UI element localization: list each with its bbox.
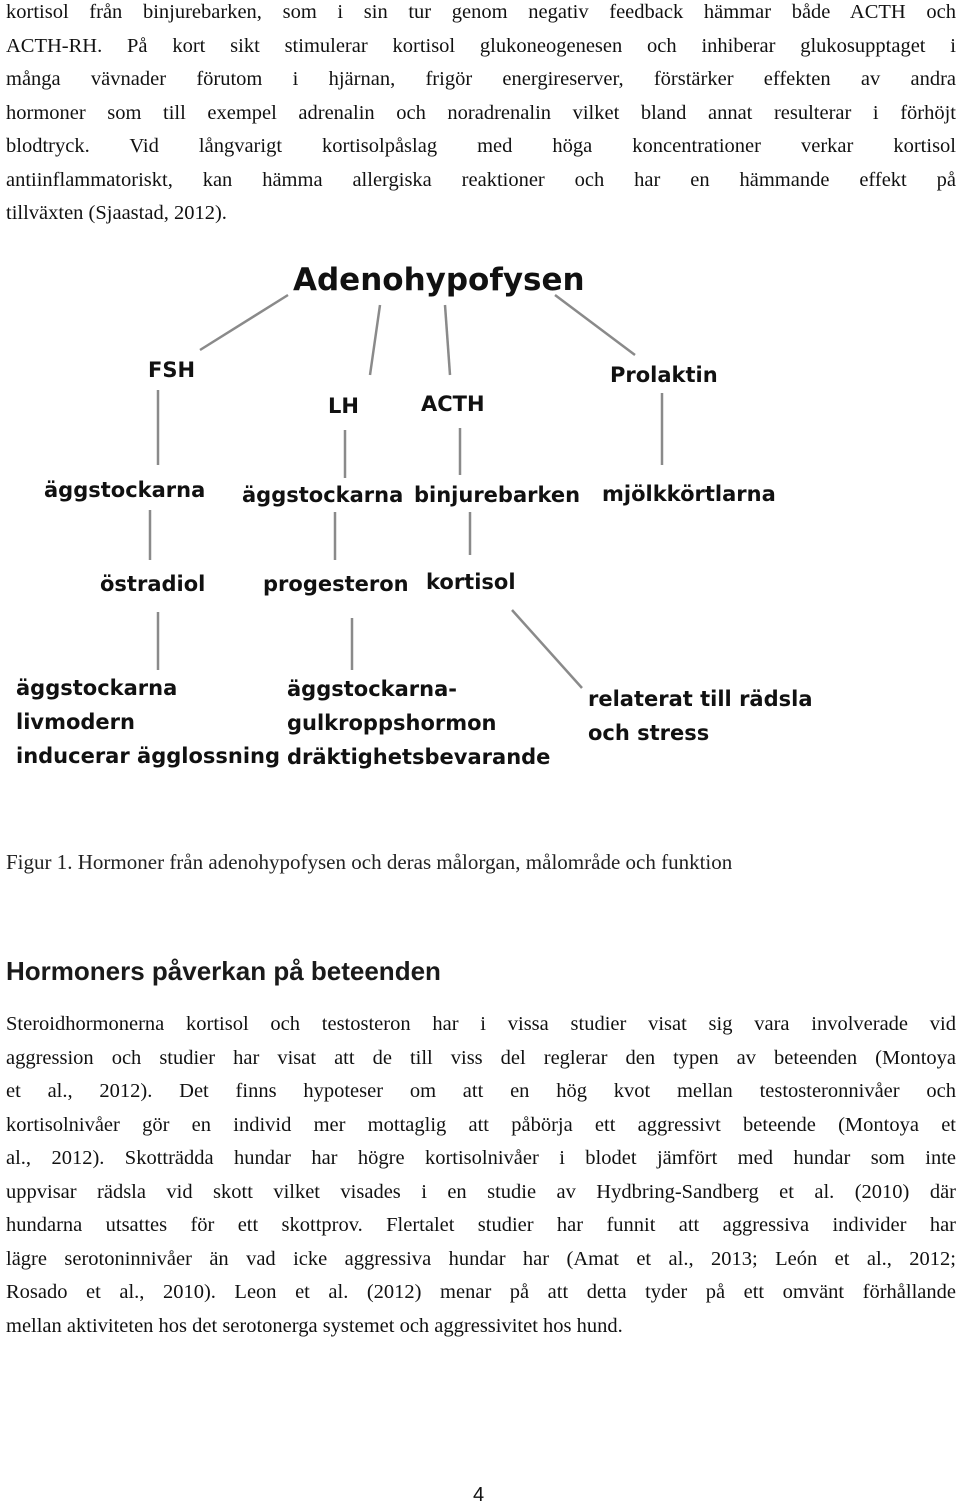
text-line: aggression och studier har visat att de till viss del reglerar den typen av beteenden (Montoya	[6, 1046, 956, 1069]
function-label-fsh: inducerar ägglossning	[16, 744, 281, 768]
paragraph-behaviour	[6, 1008, 956, 1343]
text-line: kortisolnivåer gör en individ mer mottaglig att påbörja ett aggressivt beteende (Montoya et	[6, 1113, 956, 1136]
text-line: mellan aktiviteten hos det serotonerga systemet och aggressivitet hos hund.	[6, 1314, 623, 1337]
function-label-lh: gulkroppshormon	[287, 711, 497, 735]
hormone-label-lh: LH	[328, 394, 359, 418]
text-line: al., 2012). Skotträdda hundar har högre kortisolnivåer i blodet jämfört med hundar som inte	[6, 1147, 956, 1169]
paragraph-intro	[6, 0, 956, 231]
connector-line	[445, 305, 450, 375]
target-label-fsh: äggstockarna	[44, 478, 206, 502]
hormone-diagram	[0, 250, 960, 790]
page-number: 4	[473, 1484, 485, 1506]
hormone-label-prolaktin: Prolaktin	[610, 363, 718, 387]
text-line: kortisol från binjurebarken, som i sin tur genom negativ feedback hämmar både ACTH och	[6, 1, 956, 23]
text-line: hundarna utsattes för ett skottprov. Flertalet studier har funnit att aggressiva individer har	[6, 1214, 956, 1236]
product-label-fsh: östradiol	[100, 572, 206, 596]
text-line: antiinflammatoriskt, kan hämma allergiska reaktioner och har en hämmande effekt på	[6, 168, 956, 191]
connector-line	[200, 295, 288, 350]
product-label-acth: kortisol	[426, 570, 516, 594]
product-label-lh: progesteron	[263, 572, 409, 596]
function-label-acth: relaterat till rädsla	[588, 687, 813, 711]
hormone-label-fsh: FSH	[148, 358, 196, 382]
section-heading: Hormoners påverkan på beteenden	[6, 956, 441, 986]
connector-line	[512, 610, 582, 688]
text-line: uppvisar rädsla vid skott vilket visades i en studie av Hydbring-Sandberg et al. (2010) där	[6, 1180, 956, 1203]
diagram-title: Adenohypofysen	[293, 262, 585, 298]
target-label-prolaktin: mjölkkörtlarna	[602, 482, 776, 506]
connector-line	[555, 295, 635, 355]
function-label-acth: och stress	[588, 721, 710, 745]
text-line: lägre serotoninnivåer än vad icke aggressiva hundar har (Amat et al., 2013; León et al., 2012;	[6, 1247, 956, 1270]
target-label-acth: binjurebarken	[414, 483, 581, 507]
text-line: hormoner som till exempel adrenalin och noradrenalin vilket bland annat resulterar i förhöjt	[6, 101, 956, 124]
text-line: Steroidhormonerna kortisol och testosteron har i vissa studier visat sig vara involverade vid	[6, 1013, 956, 1035]
figure-caption: Figur 1. Hormoner från adenohypofysen och deras målorgan, målområde och funktion	[6, 850, 733, 874]
target-label-lh: äggstockarna	[242, 483, 404, 507]
text-line: Rosado et al., 2010). Leon et al. (2012) menar på att detta tyder på ett omvänt förhållande	[6, 1281, 956, 1303]
hormone-label-acth: ACTH	[421, 392, 485, 416]
text-line: et al., 2012). Det finns hypoteser om att en hög kvot mellan testosteronnivåer och	[6, 1080, 956, 1102]
connector-line	[370, 305, 380, 375]
function-label-fsh: äggstockarna	[16, 676, 178, 700]
function-label-lh: äggstockarna-	[287, 677, 457, 701]
function-label-lh: dräktighetsbevarande	[287, 745, 551, 769]
function-label-fsh: livmodern	[16, 710, 135, 734]
text-line: blodtryck. Vid långvarigt kortisolpåslag med höga koncentrationer verkar kortisol	[6, 135, 956, 157]
text-line: ACTH-RH. På kort sikt stimulerar kortisol glukoneogenesen och inhiberar glukosupptaget i	[6, 34, 956, 57]
text-line: många vävnader förutom i hjärnan, frigör energireserver, förstärker effekten av andra	[6, 68, 956, 90]
text-line: tillväxten (Sjaastad, 2012).	[6, 202, 227, 224]
